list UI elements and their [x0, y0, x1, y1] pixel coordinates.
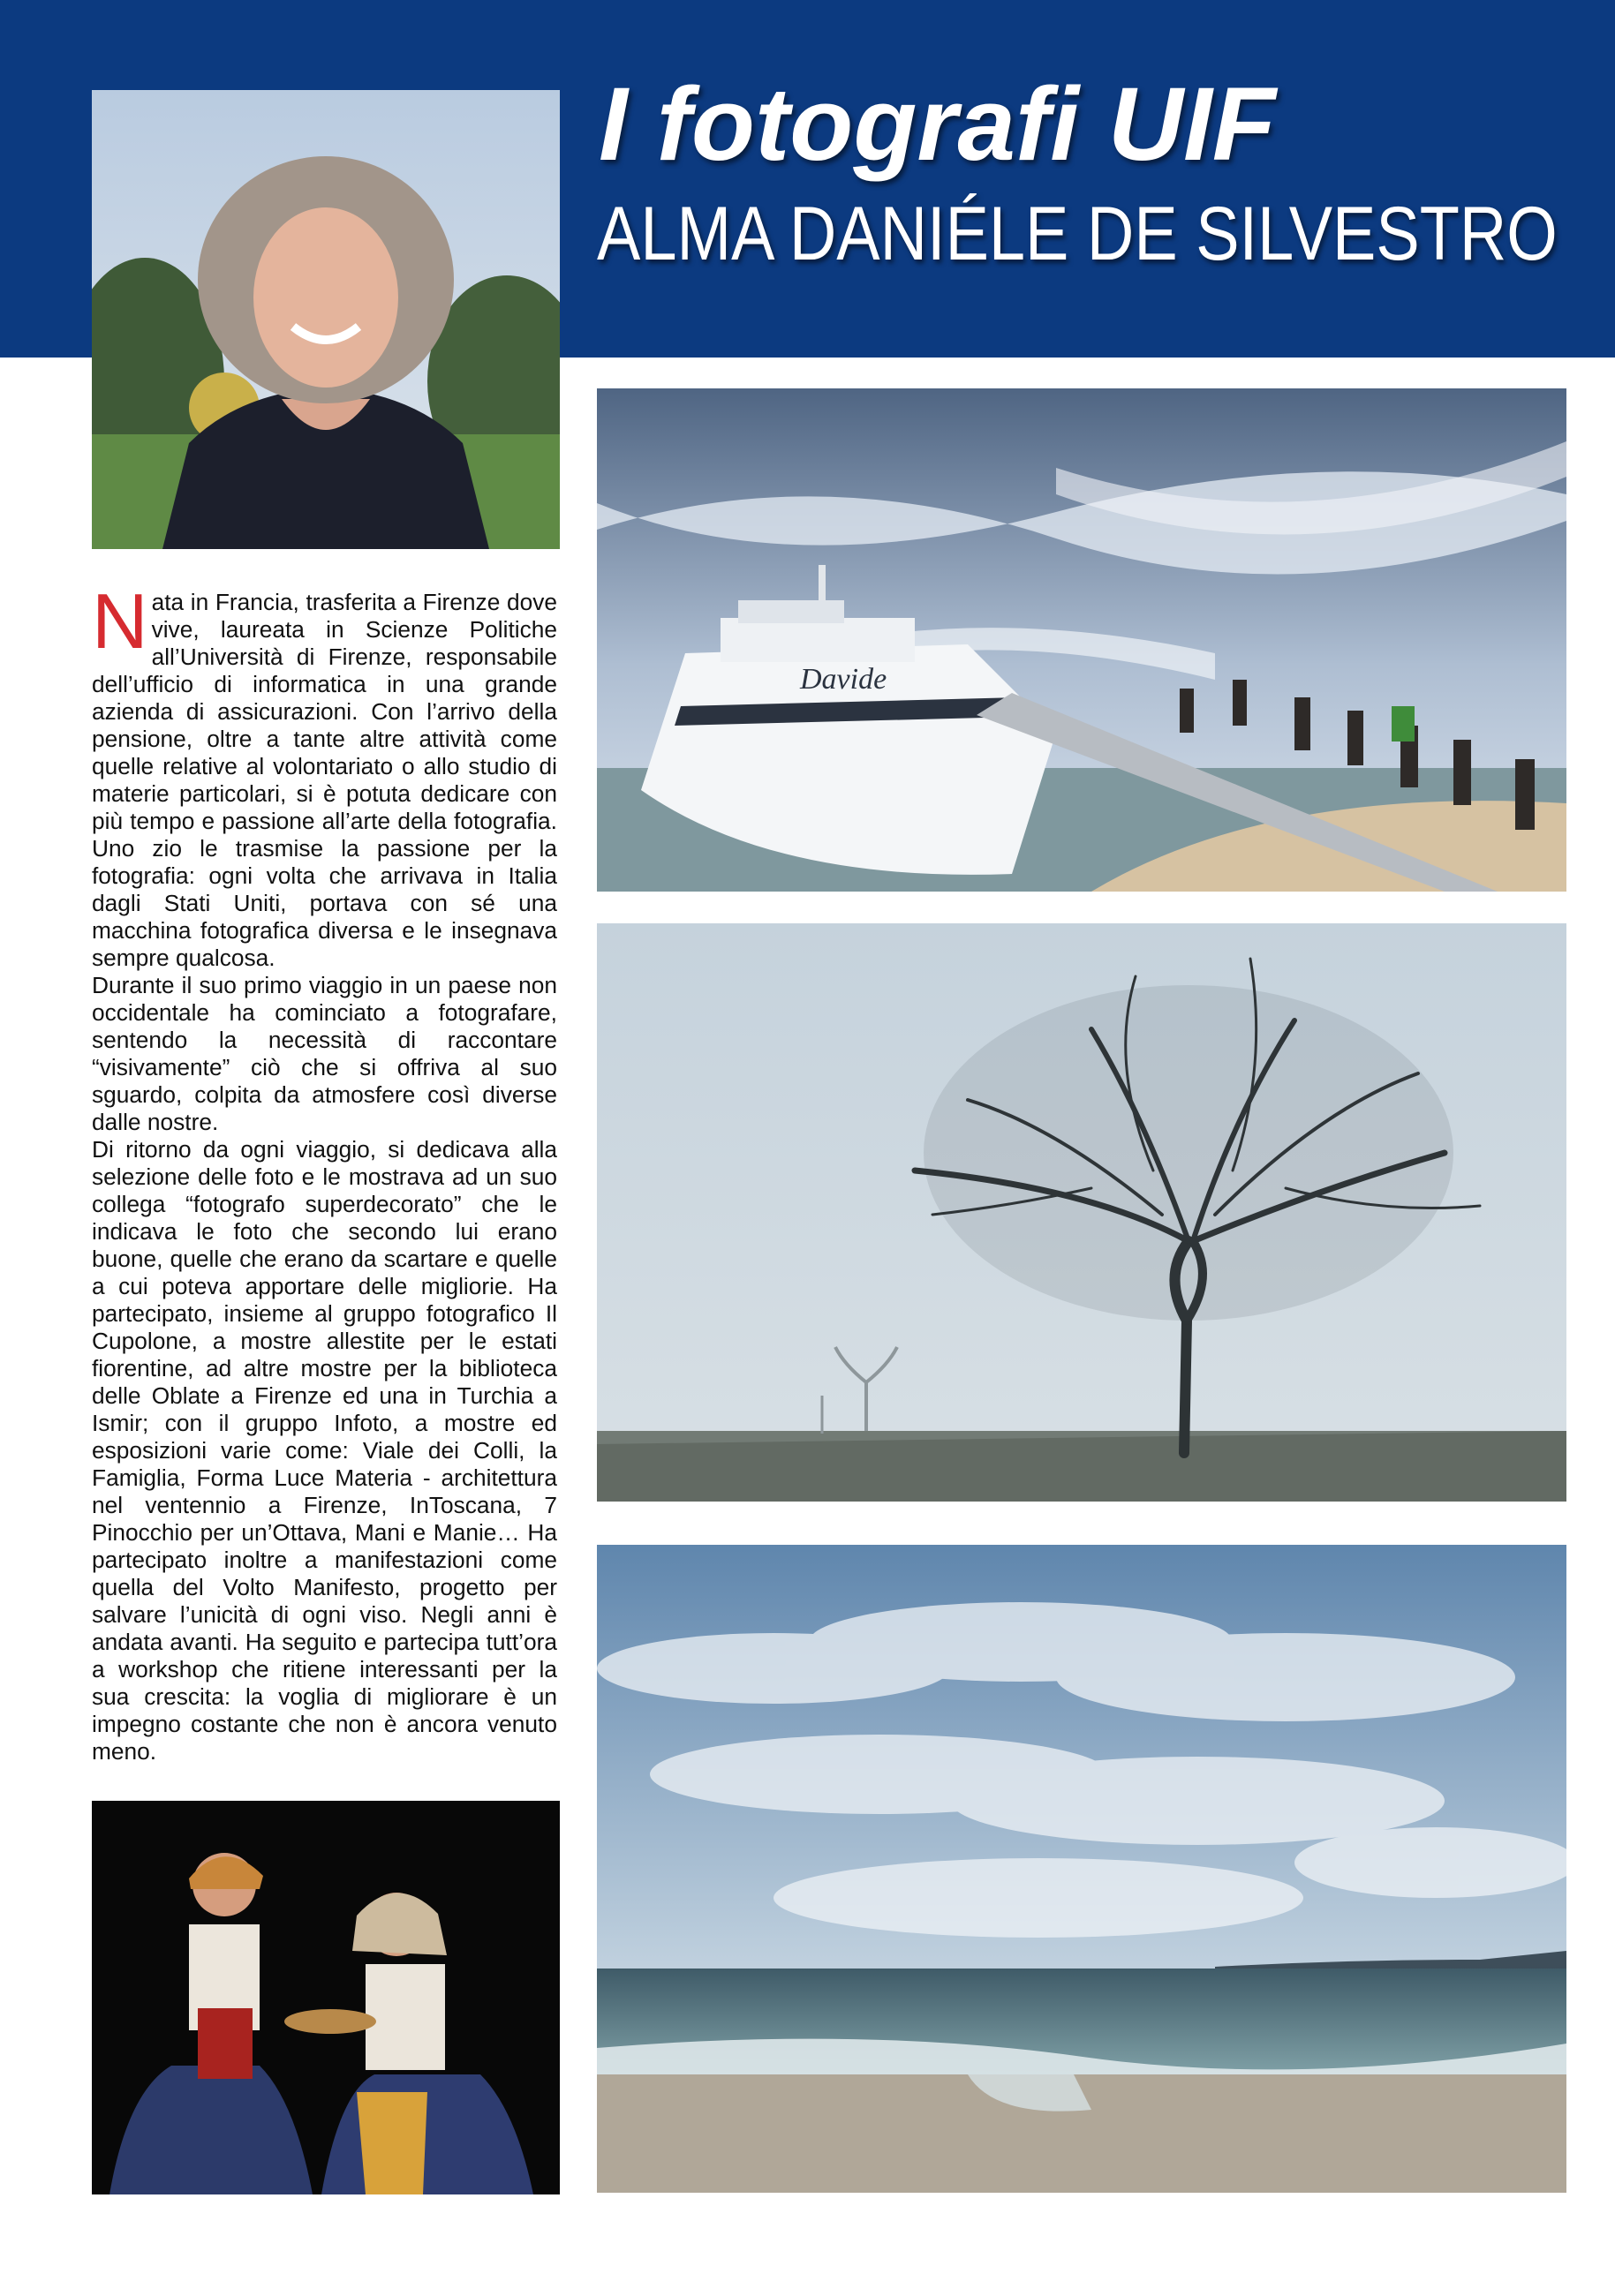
- boat-name-text: Davide: [800, 663, 887, 696]
- page-title: I fotografi UIF: [599, 66, 1276, 183]
- bio-paragraph-1: ata in Francia, trasferita a Firenze dove vive, laureata in Scienze Politiche all’Università di Firenze, responsabile dell’ufficio di informatica in una grande azienda di assicurazioni. Con l’arrivo della pensione, oltre a tante altre attività come quelle relative al volontariato o allo studio di materie particolari, si è potuta dedicare con più tempo e passione all’arte della fotografia. Uno zio le trasmise la passione per la fotografia: ogni volta che arrivava in Italia dagli Stati Uniti, portava con sé una macchina fotografica diversa e le insegnava sempre qualcosa.: [92, 589, 557, 971]
- boat-photo: [597, 388, 1566, 892]
- biography-text: [92, 577, 557, 1765]
- drop-cap: N: [92, 577, 148, 665]
- beach-clouds-photo: [597, 1545, 1566, 2193]
- bio-paragraph-3: Di ritorno da ogni viaggio, si dedicava alla selezione delle foto e le mostrava ad un suo collega “fotografo superdecorato” che le indicava le foto che secondo lui erano buone, quelle che erano da scartare e quelle a cui poteva apportare delle migliorie. Ha partecipato, insieme al gruppo fotografico Il Cupolone, a mostre allestite per le estati fiorentine, ad altre mostre per la biblioteca delle Oblate a Firenze ed una in Turchia a Ismir; con il gruppo Infoto, a mostre ed esposizioni varie come: Viale dei Colli, la Famiglia, Forma Luce Materia - architettura nel ventennio a Firenze, InToscana, 7 Pinocchio per un’Ottava, Mani e Manie… Ha partecipato inoltre a manifestazioni come quella del Volto Manifesto, progetto per salvare l’unicità di ogni viso. Negli anni è andata avanti. Ha seguito e partecipa tutt’ora a workshop che ritiene interessanti per la sua crescita: la voglia di migliorare è un impegno costante che non è ancora venuto meno.: [92, 1136, 557, 1765]
- photographer-name: ALMA DANIÉLE DE SILVESTRO: [597, 192, 1558, 276]
- foggy-tree-photo: [597, 923, 1566, 1502]
- bio-paragraph-2: Durante il suo primo viaggio in un paese non occidentale ha cominciato a fotografare, sentendo la necessità di raccontare “visivamente” ciò che si offriva al suo sguardo, colpita da atmosfere così diverse dalle nostre.: [92, 972, 557, 1135]
- dancers-photo: [92, 1801, 560, 2194]
- portrait-photo: [92, 90, 560, 549]
